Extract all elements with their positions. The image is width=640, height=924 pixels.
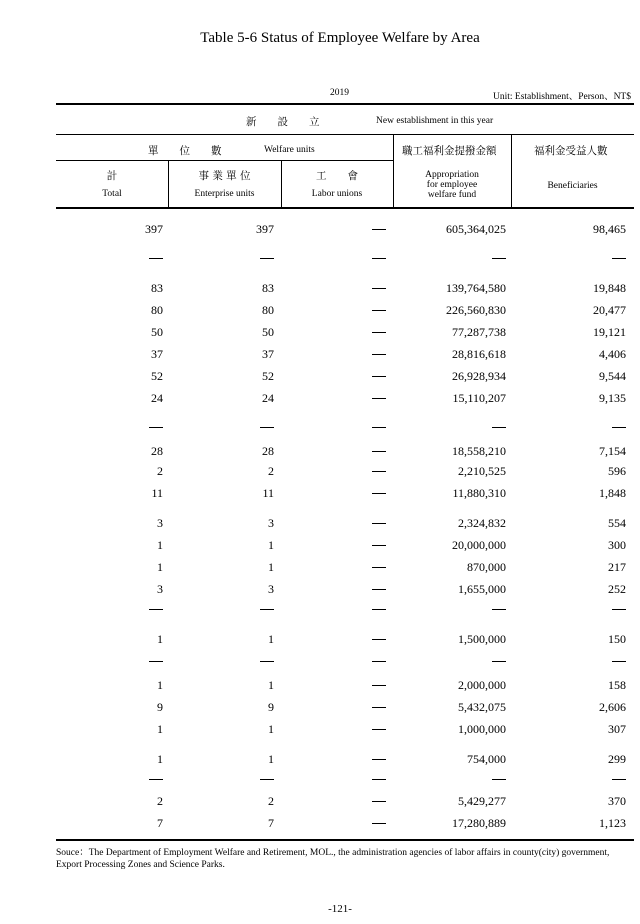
table-cell: 554 — [608, 516, 626, 530]
table-cell: 307 — [608, 722, 626, 736]
header-new-zh: 新 設 立 — [246, 116, 320, 128]
table-cell: 5,429,277 — [458, 794, 506, 808]
table-cell: 98,465 — [593, 222, 626, 236]
dash-cell — [372, 589, 386, 590]
table-cell: 1 — [268, 722, 274, 736]
dash-cell — [372, 288, 386, 289]
table-cell: 26,928,934 — [452, 369, 506, 383]
dash-cell — [372, 707, 386, 708]
table-cell: 9,544 — [599, 369, 626, 383]
header-total-zh: 計 — [106, 170, 118, 182]
table-cell: 2,210,525 — [458, 464, 506, 478]
dash-cell — [372, 493, 386, 494]
vrule-union — [281, 160, 282, 208]
table-bottom-rule — [56, 839, 634, 841]
dash-cell — [372, 471, 386, 472]
dash-cell — [372, 376, 386, 377]
table-cell: 9 — [157, 700, 163, 714]
dash-cell — [372, 332, 386, 333]
dash-cell — [149, 609, 163, 610]
dash-cell — [149, 661, 163, 662]
table-cell: 11,880,310 — [452, 486, 506, 500]
header-benef-en: Beneficiaries — [547, 181, 598, 191]
table-cell: 80 — [151, 303, 163, 317]
table-cell: 2 — [157, 794, 163, 808]
unit-label: Unit: Establishment、Person、NT$ — [492, 92, 631, 102]
table-cell: 28,816,618 — [452, 347, 506, 361]
table-cell: 139,764,580 — [446, 281, 506, 295]
table-cell: 605,364,025 — [446, 222, 506, 236]
header-union-en: Labor unions — [311, 189, 363, 199]
table-cell: 1 — [268, 632, 274, 646]
table-cell: 1 — [268, 752, 274, 766]
dash-cell — [372, 258, 386, 259]
page-number: -121- — [328, 903, 352, 915]
table-cell: 2 — [268, 794, 274, 808]
table-cell: 80 — [262, 303, 274, 317]
table-cell: 754,000 — [467, 752, 506, 766]
table-cell: 37 — [151, 347, 163, 361]
table-top-rule — [56, 103, 634, 105]
table-cell: 1 — [157, 538, 163, 552]
dash-cell — [149, 258, 163, 259]
table-cell: 1,000,000 — [458, 722, 506, 736]
dash-cell — [372, 310, 386, 311]
table-cell: 1,655,000 — [458, 582, 506, 596]
table-cell: 158 — [608, 678, 626, 692]
dash-cell — [492, 661, 506, 662]
header-approp-en-line3: welfare fund — [427, 190, 477, 200]
table-cell: 300 — [608, 538, 626, 552]
header-union-zh: 工 會 — [316, 170, 358, 182]
header-units-en: Welfare units — [264, 145, 315, 155]
dash-cell — [492, 258, 506, 259]
table-cell: 217 — [608, 560, 626, 574]
table-cell: 1 — [157, 632, 163, 646]
table-cell: 15,110,207 — [452, 391, 506, 405]
header-subrule — [56, 160, 393, 161]
table-cell: 150 — [608, 632, 626, 646]
table-cell: 37 — [262, 347, 274, 361]
dash-cell — [372, 801, 386, 802]
dash-cell — [372, 451, 386, 452]
table-cell: 1 — [157, 560, 163, 574]
dash-cell — [372, 779, 386, 780]
vrule-approp — [393, 134, 394, 208]
table-cell: 870,000 — [467, 560, 506, 574]
table-cell: 1,123 — [599, 816, 626, 830]
table-cell: 2 — [157, 464, 163, 478]
table-cell: 3 — [268, 516, 274, 530]
table-cell: 1,848 — [599, 486, 626, 500]
table-cell: 299 — [608, 752, 626, 766]
vrule-benef — [511, 134, 512, 208]
dash-cell — [372, 609, 386, 610]
table-cell: 18,558,210 — [452, 444, 506, 458]
table-cell: 596 — [608, 464, 626, 478]
dash-cell — [492, 427, 506, 428]
table-cell: 252 — [608, 582, 626, 596]
header-new-en: New establishment in this year — [376, 116, 494, 126]
table-cell: 2,606 — [599, 700, 626, 714]
table-cell: 24 — [262, 391, 274, 405]
dash-cell — [372, 685, 386, 686]
table-cell: 4,406 — [599, 347, 626, 361]
table-cell: 3 — [157, 516, 163, 530]
vrule-enterprise — [168, 160, 169, 208]
year-label: 2019 — [330, 88, 349, 98]
table-cell: 52 — [262, 369, 274, 383]
dash-cell — [372, 427, 386, 428]
dash-cell — [372, 354, 386, 355]
source-text: Souce：The Department of Employment Welfare and Retirement, MOL., the administration agencies of labor affairs in county(city) government, Export Processing Zones and Science Parks. — [56, 848, 610, 870]
header-approp-en — [393, 170, 511, 200]
table-cell: 3 — [157, 582, 163, 596]
header-rule-1 — [56, 134, 634, 135]
table-cell: 11 — [262, 486, 274, 500]
dash-cell — [372, 567, 386, 568]
dash-cell — [260, 427, 274, 428]
dash-cell — [492, 609, 506, 610]
header-approp-en-line2: for employee — [426, 180, 478, 190]
table-cell: 1 — [268, 538, 274, 552]
table-cell: 11 — [151, 486, 163, 500]
dash-cell — [260, 609, 274, 610]
dash-cell — [372, 545, 386, 546]
table-cell: 19,848 — [593, 281, 626, 295]
dash-cell — [372, 661, 386, 662]
header-bottom-rule — [56, 207, 634, 209]
header-enterprise-zh: 事 業 單 位 — [198, 170, 251, 182]
dash-cell — [372, 729, 386, 730]
table-cell: 52 — [151, 369, 163, 383]
table-cell: 28 — [151, 444, 163, 458]
dash-cell — [260, 258, 274, 259]
table-cell: 1 — [157, 678, 163, 692]
header-approp-zh: 職工福利金提撥金額 — [402, 145, 497, 157]
header-total-en: Total — [102, 189, 122, 199]
table-cell: 5,432,075 — [458, 700, 506, 714]
table-cell: 397 — [145, 222, 163, 236]
table-cell: 7 — [268, 816, 274, 830]
table-cell: 1 — [157, 722, 163, 736]
table-cell: 19,121 — [593, 325, 626, 339]
table-cell: 2,000,000 — [458, 678, 506, 692]
table-cell: 370 — [608, 794, 626, 808]
dash-cell — [260, 661, 274, 662]
header-benef-zh: 福利金受益人數 — [534, 145, 608, 157]
header-enterprise-en: Enterprise units — [194, 189, 255, 199]
table-cell: 50 — [262, 325, 274, 339]
dash-cell — [612, 427, 626, 428]
dash-cell — [612, 661, 626, 662]
dash-cell — [149, 427, 163, 428]
dash-cell — [372, 229, 386, 230]
table-cell: 1 — [157, 752, 163, 766]
table-cell: 1 — [268, 560, 274, 574]
table-cell: 397 — [256, 222, 274, 236]
table-cell: 77,287,738 — [452, 325, 506, 339]
table-cell: 7,154 — [599, 444, 626, 458]
dash-cell — [372, 639, 386, 640]
dash-cell — [372, 523, 386, 524]
table-cell: 50 — [151, 325, 163, 339]
dash-cell — [372, 823, 386, 824]
dash-cell — [372, 398, 386, 399]
header-approp-en-line1: Appropriation — [425, 170, 479, 180]
table-cell: 20,477 — [593, 303, 626, 317]
dash-cell — [612, 609, 626, 610]
table-cell: 1 — [268, 678, 274, 692]
table-cell: 226,560,830 — [446, 303, 506, 317]
dash-cell — [260, 779, 274, 780]
dash-cell — [492, 779, 506, 780]
dash-cell — [372, 759, 386, 760]
table-cell: 83 — [262, 281, 274, 295]
table-cell: 2,324,832 — [458, 516, 506, 530]
dash-cell — [149, 779, 163, 780]
table-cell: 20,000,000 — [452, 538, 506, 552]
table-cell: 1,500,000 — [458, 632, 506, 646]
table-cell: 17,280,889 — [452, 816, 506, 830]
dash-cell — [612, 779, 626, 780]
table-cell: 83 — [151, 281, 163, 295]
table-cell: 3 — [268, 582, 274, 596]
source-note — [56, 847, 634, 871]
table-cell: 9,135 — [599, 391, 626, 405]
table-cell: 7 — [157, 816, 163, 830]
page-title: Table 5-6 Status of Employee Welfare by Area — [200, 30, 480, 46]
table-cell: 9 — [268, 700, 274, 714]
header-units-zh: 單 位 數 — [148, 145, 222, 157]
dash-cell — [612, 258, 626, 259]
table-cell: 24 — [151, 391, 163, 405]
table-cell: 2 — [268, 464, 274, 478]
table-cell: 28 — [262, 444, 274, 458]
